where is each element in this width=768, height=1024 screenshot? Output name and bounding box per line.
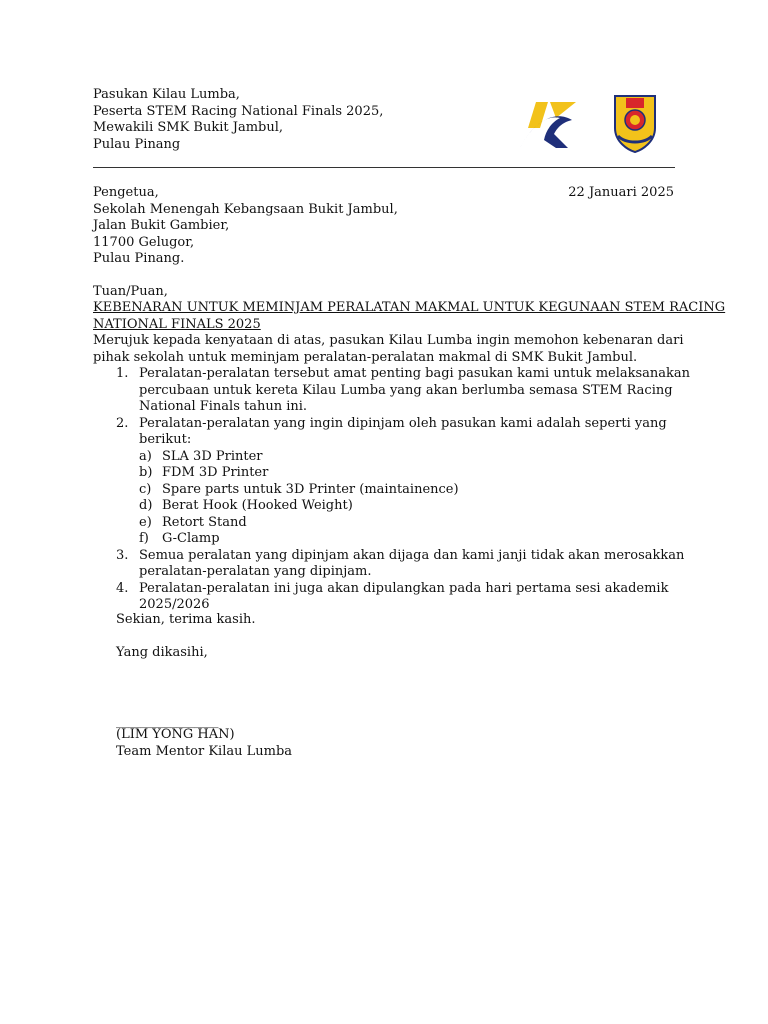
intro-line: pihak sekolah untuk meminjam peralatan-peralatan makmal di SMK Bukit Jambul. — [93, 349, 638, 365]
sub-list-item — [139, 531, 690, 548]
sub-list-text: Berat Hook (Hooked Weight) — [162, 498, 353, 513]
school-crest-icon — [612, 92, 658, 154]
sub-list-letter: b) — [139, 465, 153, 480]
recipient-line: 11700 Gelugor, — [93, 234, 195, 250]
signatory-title: Team Mentor Kilau Lumba — [116, 744, 293, 759]
sub-list-text: SLA 3D Printer — [162, 448, 263, 464]
sub-list-letter: a) — [139, 448, 152, 464]
recipient-line: Pulau Pinang. — [93, 251, 185, 266]
sub-list-text: G-Clamp — [162, 531, 220, 546]
sender-line: Peserta STEM Racing National Finals 2025, — [93, 103, 384, 119]
list-item-line: percubaan untuk kereta Kilau Lumba yang akan berlumba semasa STEM Racing — [139, 382, 673, 398]
list-item-line: Semua peralatan yang dipinjam akan dijaga dan kami janji tidak akan merosakkan — [139, 547, 685, 563]
list-item — [116, 366, 690, 416]
regards-line: Yang dikasihi, — [116, 645, 208, 660]
list-number: 4. — [116, 580, 129, 596]
sub-list-item — [139, 465, 690, 482]
sub-list-letter: d) — [139, 498, 153, 513]
list-number: 2. — [116, 415, 129, 431]
list-item-line: 2025/2026 — [139, 597, 210, 612]
header-divider — [93, 167, 675, 168]
sub-list-letter: e) — [139, 514, 152, 530]
closing-line: Sekian, terima kasih. — [116, 612, 256, 627]
signatory-name: (LIM YONG HAN) — [116, 727, 235, 742]
list-number: 3. — [116, 547, 129, 563]
salutation: Tuan/Puan, — [93, 284, 168, 299]
list-number: 1. — [116, 366, 129, 381]
list-item — [116, 548, 690, 581]
signature-line: _________________ — [116, 714, 218, 729]
list-item-line: peralatan-peralatan yang dipinjam. — [139, 564, 372, 579]
recipient-line: Pengetua, — [93, 185, 159, 200]
kilau-lumba-logo-icon — [516, 98, 578, 150]
list-item — [116, 581, 690, 614]
recipient-address — [93, 185, 398, 268]
intro-line: Merujuk kepada kenyataan di atas, pasukan Kilau Lumba ingin memohon kebenaran dari — [93, 333, 684, 348]
list-item-line: berikut: — [139, 432, 192, 447]
sub-list-text: Retort Stand — [162, 514, 247, 530]
list-item-line: Peralatan-peralatan tersebut amat penting bagi pasukan kami untuk melaksanakan — [139, 366, 691, 381]
recipient-line: Jalan Bukit Gambier, — [93, 218, 230, 233]
letter-date: 22 Januari 2025 — [568, 185, 674, 200]
recipient-line: Sekolah Menengah Kebangsaan Bukit Jambul, — [93, 201, 398, 217]
sub-list-text: Spare parts untuk 3D Printer (maintainence) — [162, 481, 459, 497]
subject-line: NATIONAL FINALS 2025 — [93, 316, 261, 332]
numbered-list — [116, 366, 690, 614]
sub-list-item — [139, 482, 690, 499]
sub-list-item — [139, 515, 690, 532]
list-item-line: Peralatan-peralatan ini juga akan dipulangkan pada hari pertama sesi akademik — [139, 580, 669, 596]
list-item-line: National Finals tahun ini. — [139, 399, 308, 414]
subject-line: KEBENARAN UNTUK MEMINJAM PERALATAN MAKMAL UNTUK KEGUNAAN STEM RACING — [93, 300, 726, 315]
list-item — [116, 416, 690, 548]
sender-line: Pulau Pinang — [93, 136, 181, 152]
sub-list-item — [139, 498, 690, 515]
intro-paragraph — [93, 333, 683, 366]
subject-heading — [93, 300, 726, 333]
list-item-line: Peralatan-peralatan yang ingin dipinjam oleh pasukan kami adalah seperti yang — [139, 415, 667, 431]
sender-line: Pasukan Kilau Lumba, — [93, 87, 240, 102]
sub-list-text: FDM 3D Printer — [162, 465, 269, 480]
sender-line: Mewakili SMK Bukit Jambul, — [93, 120, 284, 135]
sub-list-letter: f) — [139, 531, 149, 546]
sub-list-letter: c) — [139, 481, 152, 497]
sender-address — [93, 87, 383, 153]
sub-list-item — [139, 449, 690, 466]
